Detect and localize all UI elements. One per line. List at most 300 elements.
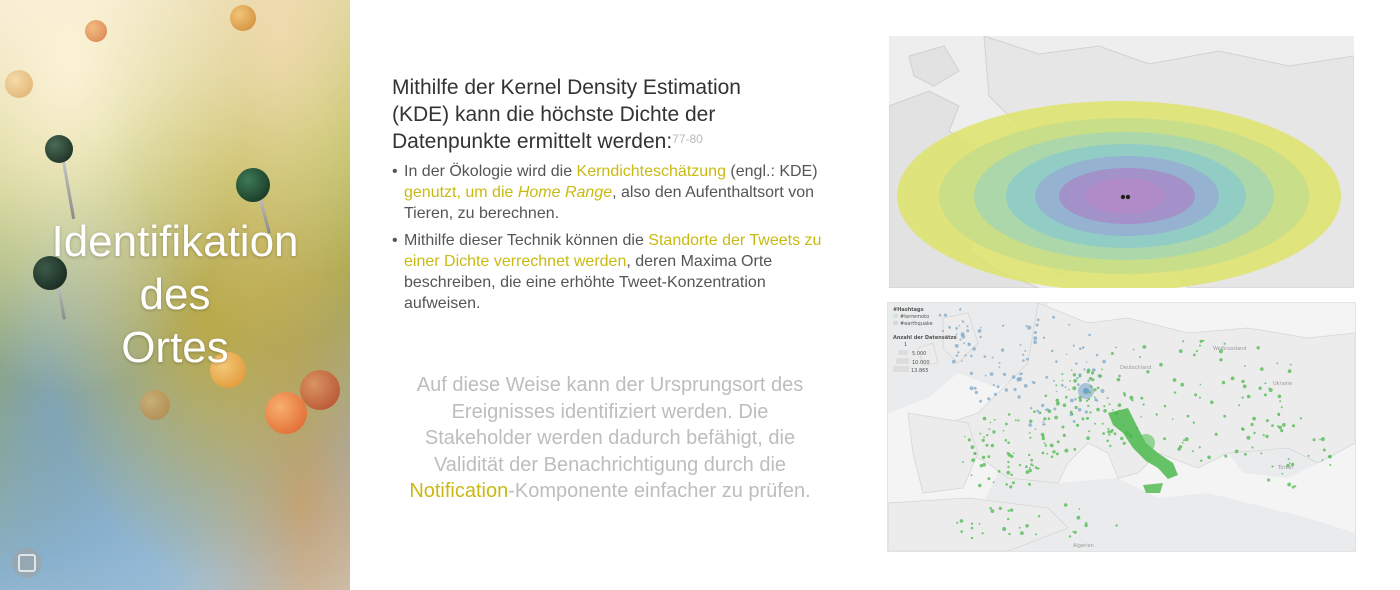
tweet-point [1200,340,1203,343]
tweet-point [1199,446,1201,448]
tweet-point [989,507,992,510]
tweet-point [993,481,995,483]
tweet-point [1131,399,1133,401]
tweet-point [1143,345,1147,349]
tweet-point [1292,486,1295,489]
tweet-point [1076,377,1078,379]
tweet-point [1278,426,1282,430]
tweet-point [980,327,982,329]
tweet-point [982,456,985,459]
tweet-point [1028,483,1031,486]
tweet-point [1024,350,1026,352]
tweet-point [1111,429,1114,432]
tweet-point [987,455,990,458]
tweet-point [1124,395,1126,397]
tweet-point [1308,455,1310,457]
tweet-point [1319,439,1321,441]
tweet-point [1300,417,1302,419]
tweet-point [1083,368,1085,370]
tweet-point [1086,400,1088,402]
tweet-point [1045,395,1048,398]
tweet-point [1056,452,1059,455]
legend-size-4: 13.865 [893,366,929,374]
italy-cluster [1137,434,1155,452]
tweet-point [1072,413,1074,415]
tweet-point [1045,409,1047,411]
orange-pin-icon [140,390,170,420]
tweet-point [1106,440,1109,443]
tweet-point [1115,412,1119,416]
tweet-point [1313,438,1316,441]
tweet-point [1133,349,1135,351]
tweet-point [983,417,987,421]
tweet-point [1094,396,1096,398]
tweet-point [1182,442,1184,444]
tweet-point [1085,522,1087,524]
tweet-point [1235,450,1239,454]
red-pin-icon [300,370,340,410]
tweet-point [1174,391,1176,393]
tweet-point [1057,440,1060,443]
tweet-point [1247,436,1251,440]
tweet-point [1033,336,1037,340]
tweet-point [992,357,994,359]
tweet-point [1042,421,1044,423]
tweet-point [1126,431,1130,435]
tweet-point [1025,325,1027,327]
tweet-point [1054,416,1058,420]
tweet-point [1219,358,1222,361]
tweet-point [1086,361,1088,363]
tweet-point [1088,334,1091,337]
tweet-point [1036,410,1039,413]
tweet-point [1115,524,1117,526]
tweet-point [1045,444,1047,446]
tweet-point [1027,326,1031,330]
tweet-point [1069,380,1071,382]
tweet-point [999,366,1001,368]
tweet-point [1055,360,1058,363]
paris-cluster [1083,388,1089,394]
kde-density-map [889,36,1354,288]
tweet-point [1005,423,1008,426]
tweet-point [1036,324,1039,327]
tweet-point [1115,347,1117,349]
bullet-text: , also den Aufenthaltsort von Tieren, zu berechnen. [404,184,815,222]
tweet-point [1071,369,1073,371]
tweet-point [1266,419,1269,422]
tweet-point [1183,439,1185,441]
tweet-point [1041,404,1044,407]
tweet-point [1051,455,1054,458]
tweet-point [958,325,960,327]
tweet-point [987,397,990,400]
tweet-point [1088,430,1090,432]
tweet-point [1052,450,1055,453]
tweet-point [1278,395,1282,399]
tweet-point [1292,424,1295,427]
tweet-point [1035,533,1037,535]
title-line: Identifikation [51,217,299,266]
tweet-point [1063,403,1067,407]
tweet-point [970,386,974,390]
tweet-point [1028,454,1030,456]
tweet-point [956,522,958,524]
title-line: des [139,270,211,319]
heading-reference: 77-80 [672,132,703,146]
tweet-point [1079,508,1081,510]
tweet-point [1007,461,1009,463]
tweet-point [1062,426,1065,429]
tweet-point [971,458,975,462]
tweet-point [1079,347,1082,350]
tweet-point [1251,446,1253,448]
tweet-point [1062,380,1064,382]
bullet-marker: • [392,232,398,249]
tweet-point [1260,367,1264,371]
tweet-point [1038,515,1040,517]
bullet-list [392,161,832,314]
tweet-point [1005,388,1008,391]
legend-hashtag-2: #earthquake [893,321,933,327]
tweet-point [1082,346,1085,349]
tweet-point [1076,424,1079,427]
tweet-point [957,351,959,353]
tweet-point [1329,464,1331,466]
tweet-point [1029,432,1031,434]
country-label: Algerien [1073,543,1094,549]
tweet-point [989,428,991,430]
tweet-point [970,372,973,375]
tweet-point [1007,466,1009,468]
tweet-point [1005,439,1008,442]
tweet-point [1089,391,1091,393]
tweet-point [982,532,984,534]
tweet-point [1086,417,1089,420]
tweet-point [1005,483,1008,486]
tweet-point [1321,437,1325,441]
tweet-point [987,477,990,480]
tweet-point [1045,376,1048,379]
tweet-point [991,444,994,447]
tweet-point [1061,384,1064,387]
legend-size-1: 1 [904,342,908,348]
summary-highlight: Notification [409,480,509,502]
tweet-point [1279,400,1281,402]
tweet-point [1066,354,1068,356]
tweet-point [1243,385,1247,389]
tweet-point [1094,388,1097,391]
tweet-point [1252,417,1256,421]
tweet-point [1107,428,1109,430]
tweet-point [991,509,995,513]
tweet-point [1043,417,1046,420]
summary-body: -Komponente einfacher zu prüfen. [508,480,811,502]
tweet-point [1078,408,1082,412]
tweet-point [1007,510,1009,512]
bullet-highlight: Standorte der Tweets zu einer Dichte verrechnet werden [404,232,822,270]
tweet-point [963,342,965,344]
tweet-point [939,314,942,317]
tweet-point [1032,381,1034,383]
tweet-point [978,329,982,333]
tweet-point [1182,340,1184,342]
tweet-point [1231,377,1235,381]
tweet-point [1085,410,1088,413]
tweet-point [1129,434,1133,438]
tweet-point [1039,412,1041,414]
tweet-points-map [887,302,1356,552]
tweet-point [979,336,981,338]
tweet-point [971,445,975,449]
tweet-point [1271,424,1274,427]
tweet-point [1019,373,1021,375]
kde-contour [1085,178,1165,214]
tweet-point [1037,319,1040,322]
tweet-point [1087,369,1090,372]
tweet-point [1260,452,1262,454]
tweet-point [1017,419,1019,421]
tweet-point [1009,485,1012,488]
tweet-point [1029,420,1032,423]
tweet-point [1058,402,1060,404]
tweet-point [1140,397,1143,400]
tweet-point [961,335,965,339]
content-heading [392,74,792,155]
bullet-item [392,161,832,224]
tweet-point [1102,423,1104,425]
tweet-point [1008,533,1010,535]
tweet-point [1007,518,1009,520]
tweet-point [971,474,973,476]
tweet-point [1020,344,1022,346]
tweet-point [1069,535,1071,537]
tweet-point [971,527,974,530]
tweet-point [1065,396,1068,399]
tweet-point [1053,380,1055,382]
tweet-point [1177,447,1180,450]
tweet-point [984,355,987,358]
tweet-point [1087,380,1089,382]
tweet-point [1173,378,1177,382]
tweet-point [1290,364,1292,366]
tweet-point [1107,397,1109,399]
tweet-point [962,321,964,323]
tweet-point [970,355,973,358]
tweet-point [1025,524,1029,528]
orange-pin-icon [85,20,107,42]
tweet-point [992,430,995,433]
tweet-point [1037,468,1039,470]
tweet-point [1278,414,1280,416]
tweet-point [1061,373,1063,375]
tweet-point [1075,362,1078,365]
tweet-point [1202,340,1204,342]
tweet-point [1051,350,1053,352]
tweet-point [1089,411,1091,413]
tweet-point [1013,452,1015,454]
tweet-point [1289,462,1291,464]
tweet-point [1122,424,1124,426]
tweet-point [1028,423,1032,427]
tweet-point [1003,373,1006,376]
tweet-point [961,360,963,362]
tweet-point [1193,421,1195,423]
tweet-point [1111,352,1114,355]
tweet-point [1103,405,1105,407]
tweet-point [964,354,966,356]
legend-size-3: 10.000 [896,358,930,366]
tweet-point [1222,381,1225,384]
tweet-point [1053,408,1056,411]
tweet-point [1180,383,1184,387]
tweet-point [948,326,951,329]
tweet-point [1020,531,1024,535]
tweet-point [1096,354,1099,357]
tweet-point [1200,460,1202,462]
tweet-point [1070,411,1073,414]
tweet-point [1072,386,1076,390]
tweet-point [1264,382,1266,384]
country-label: Weißrussland [1213,346,1247,352]
tweet-point [994,419,996,421]
tweet-point [978,484,982,488]
tweet-point [1192,450,1194,452]
tweet-point [1026,470,1030,474]
tweet-point [1322,459,1324,461]
tweet-point [1013,388,1016,391]
tweet-point [1103,409,1107,413]
tweet-point [1140,416,1142,418]
tweet-point [1074,398,1077,401]
tweet-point [1025,465,1028,468]
tweet-point [1019,464,1021,466]
bullet-highlight: genutzt, um die [404,184,518,201]
tweet-point [1207,456,1211,460]
tweet-point [1238,404,1240,406]
tweet-point [1247,395,1251,399]
tweet-point [959,339,961,341]
tweet-point [1199,345,1201,347]
tweet-point [1074,531,1077,534]
tweet-point [1187,415,1190,418]
green-pin-icon [45,135,73,163]
summary-text [405,372,815,505]
tweet-point [1282,473,1284,475]
tweet-point [1251,423,1254,426]
tweet-point [1163,437,1166,440]
tweet-point [1096,400,1098,402]
tweet-point [964,436,966,438]
tweet-point [966,329,969,332]
tweet-point [1120,437,1123,440]
tweet-point [1118,403,1122,407]
tweet-point [1097,387,1100,390]
tweet-point [980,464,983,467]
tweet-point [1164,405,1167,408]
tweet-point [1048,409,1052,413]
tweet-point [973,452,976,455]
tweet-point [972,347,976,351]
tweet-point [1101,369,1103,371]
tweet-point [974,387,977,390]
tweet-point [1091,371,1094,374]
tweet-point [956,355,958,357]
green-pin-icon [236,168,270,202]
tweet-point [1258,387,1261,390]
tweet-point [1017,395,1020,398]
tweet-point [1044,442,1046,444]
tweet-point [975,391,978,394]
tweet-point [1064,449,1068,453]
tweet-point [971,523,973,525]
tweet-point [1123,392,1126,395]
tweet-point [1015,419,1017,421]
bullet-item [392,230,832,314]
tweet-point [1087,405,1089,407]
tweet-point [997,385,1000,388]
legend-hashtag-1: #terremoto [893,314,929,320]
legend-size-2: 5.000 [898,350,926,357]
tweet-point [1263,434,1265,436]
tweet-point [1118,410,1120,412]
tweet-point [1065,386,1067,388]
tweet-point [1136,427,1138,429]
summary-body: Auf diese Weise kann der Ursprungsort des Ereignisses identifiziert werden. Die Stakeholder werden dadurch befähigt, die Validität der Benachrichtigung durch die [416,374,804,476]
tweet-point [1007,452,1010,455]
tweet-point [1199,397,1201,399]
tweet-point [1073,379,1077,383]
tweet-point [1241,380,1244,383]
tweet-point [1077,516,1081,520]
map-pins-photo [0,0,350,590]
tweet-point [1010,474,1013,477]
country-label: Türkei [1278,465,1293,471]
tweet-point [1068,324,1070,326]
tweet-point [1079,375,1082,378]
tweet-point [960,530,963,533]
tweet-point [1052,316,1055,319]
tweet-point [1073,345,1075,347]
tweet-point [1271,465,1273,467]
title-line: Ortes [121,323,229,372]
tweet-point [1200,384,1202,386]
tweet-point [1033,410,1036,413]
tweet-point [960,519,964,523]
tweet-point [1109,403,1111,405]
tweet-point [1008,413,1011,416]
tweet-point [1088,398,1090,400]
tweet-point [1029,437,1031,439]
tweet-point [1242,397,1244,399]
tweet-point [1043,337,1045,339]
country-label: Ukraine [1273,381,1293,387]
tweet-point [1102,360,1106,364]
tweet-point [955,344,959,348]
tweet-point [1118,375,1121,378]
tweet-point [1139,356,1141,358]
tweet-point [979,433,981,435]
slide-nav-icon[interactable] [12,548,42,578]
tweet-point [1002,527,1006,531]
tweet-point [1029,467,1031,469]
kde-peak-point [1121,195,1125,199]
tweet-point [1068,389,1070,391]
tweet-point [1280,429,1283,432]
tweet-point [1323,449,1326,452]
bullet-text: Mithilfe dieser Technik können die [404,232,649,249]
tweet-point [1026,358,1029,361]
